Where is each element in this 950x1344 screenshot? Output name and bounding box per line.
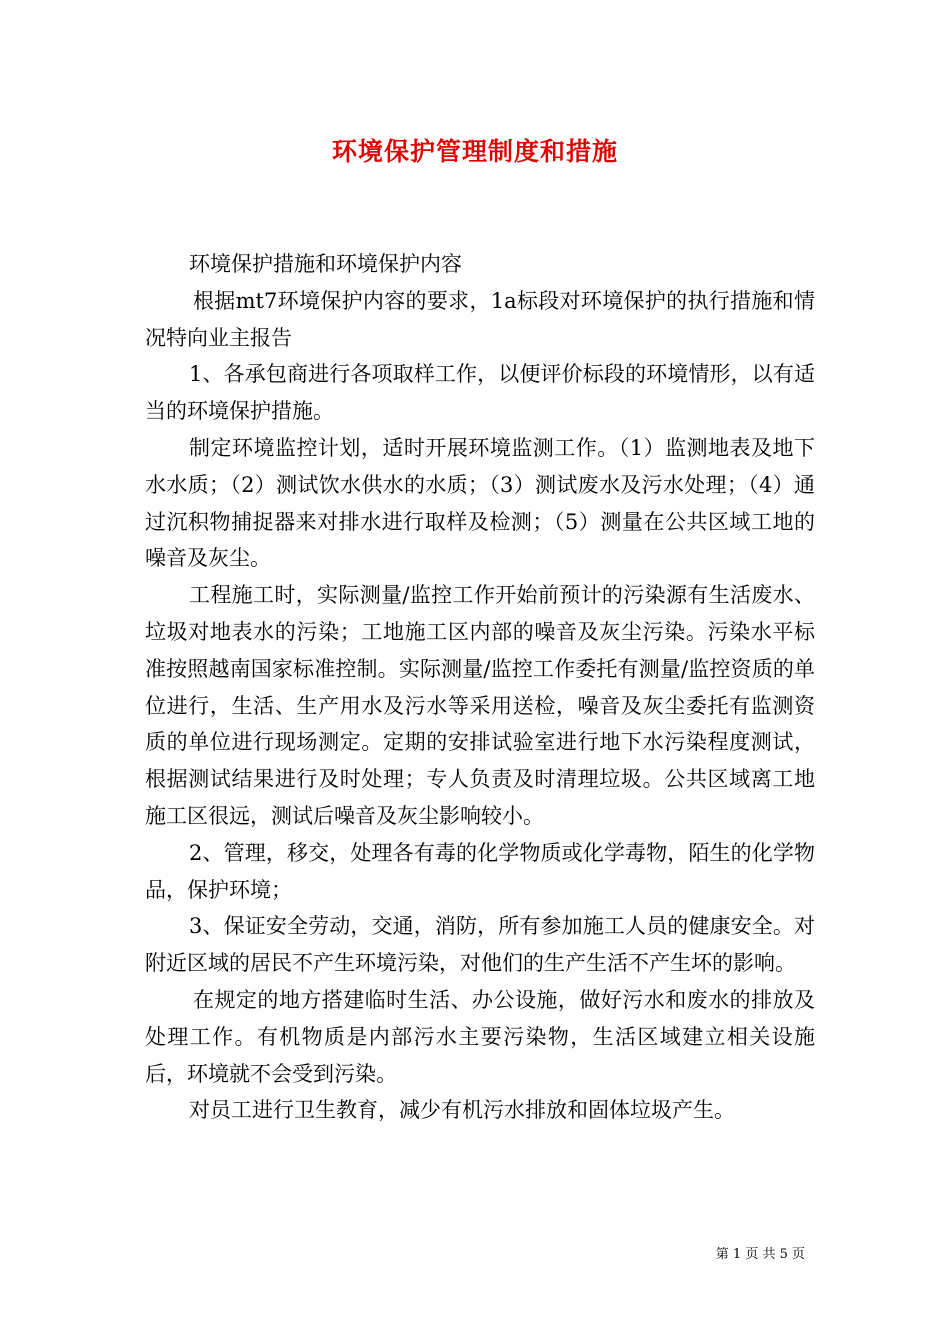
paragraph: 2、管理，移交，处理各有毒的化学物质或化学毒物，陌生的化学物品，保护环境； — [145, 840, 815, 902]
paragraph: 3、保证安全劳动，交通，消防，所有参加施工人员的健康安全。对附近区域的居民不产生环境污染，对他们的生产生活不产生坏的影响。 — [145, 914, 815, 976]
paragraph: 制定环境监控计划，适时开展环境监测工作。（1）监测地表及地下水水质；（2）测试饮水供水的水质；（3）测试废水及污水处理；（4）通过沉积物捕捉器来对排水进行取样及检测；（5）测量在公共区域工地的噪音及灰尘。 — [145, 435, 815, 571]
document-body — [145, 246, 815, 1129]
paragraph: 1、各承包商进行各项取样工作，以便评价标段的环境情形，以有适当的环境保护措施。 — [145, 362, 815, 424]
paragraph: 工程施工时，实际测量/监控工作开始前预计的污染源有生活废水、垃圾对地表水的污染；工地施工区内部的噪音及灰尘污染。污染水平标准按照越南国家标准控制。实际测量/监控工作委托有测量/监控资质的单位进行，生活、生产用水及污水等采用送检，噪音及灰尘委托有监测资质的单位进行现场测定。定期的安排试验室进行地下水污染程度测试，根据测试结果进行及时处理；专人负责及时清理垃圾。公共区域离工地施工区很远，测试后噪音及灰尘影响较小。 — [145, 583, 815, 828]
page-number: 第 1 页 共 5 页 — [715, 1247, 805, 1262]
paragraph: 对员工进行卫生教育，减少有机污水排放和固体垃圾产生。 — [189, 1098, 735, 1123]
paragraph: 环境保护措施和环境保护内容 — [189, 252, 462, 276]
document-title: 环境保护管理制度和措施 — [331, 137, 618, 166]
paragraph: 在规定的地方搭建临时生活、办公设施，做好污水和废水的排放及处理工作。有机物质是内部污水主要污染物，生活区域建立相关设施后，环境就不会受到污染。 — [145, 987, 815, 1086]
paragraph: 根据mt7环境保护内容的要求，1a标段对环境保护的执行措施和情况特向业主报告 — [145, 288, 815, 350]
